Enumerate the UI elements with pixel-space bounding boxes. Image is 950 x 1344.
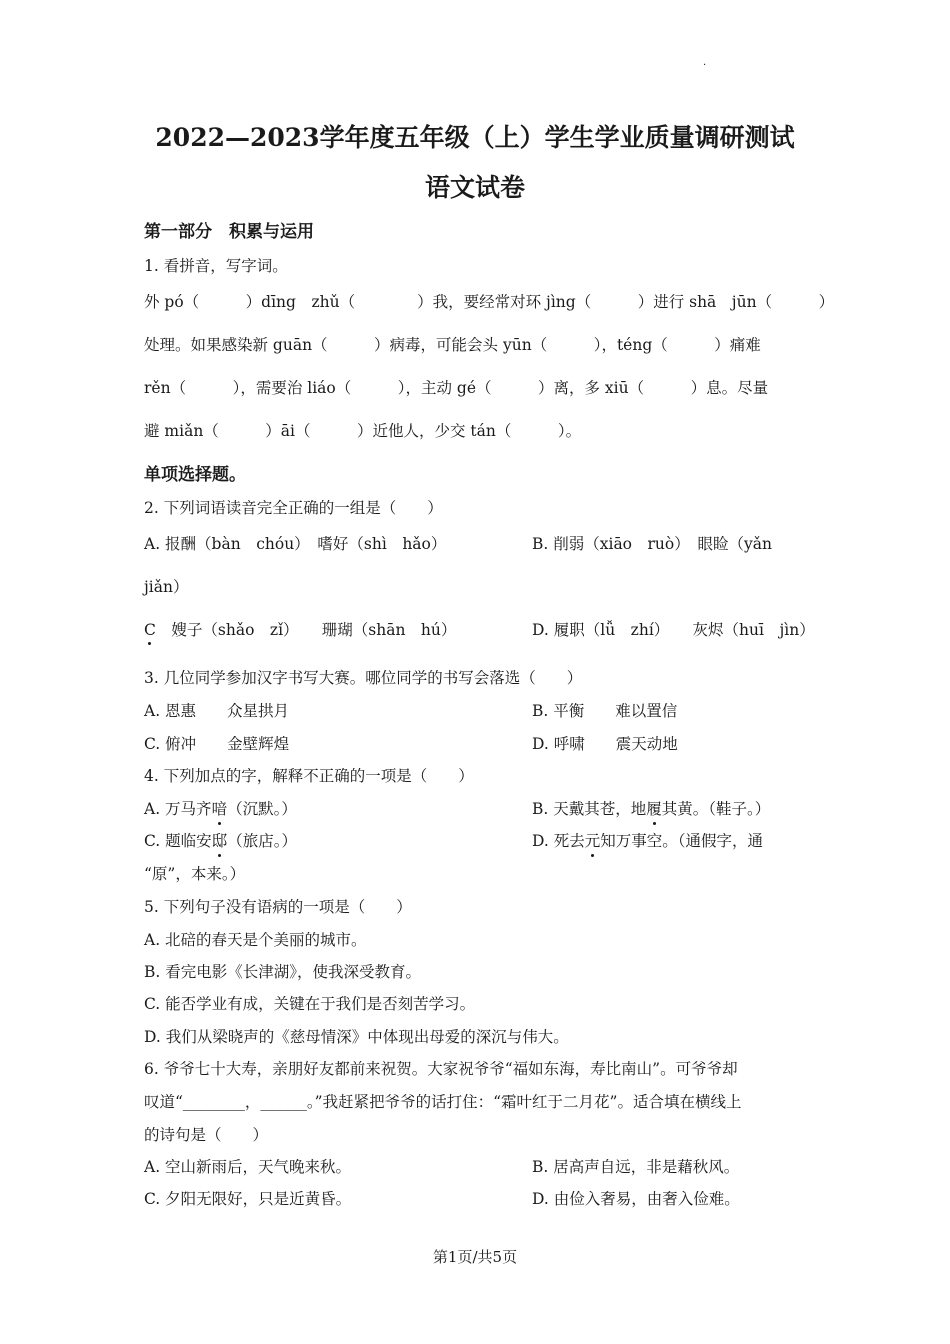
q4-option-a-post: （沉默。） — [227, 800, 297, 818]
q3-option-c: C. 俯冲 金壁辉煌 — [144, 735, 290, 753]
q6-stem-line-1: 6. 爷爷七十大寿，亲朋好友都前来祝贺。大家祝爷爷“福如东海，寿比南山”。可爷爷却 — [144, 1060, 738, 1078]
q3-option-a: A. 恩惠 众星拱月 — [144, 702, 290, 720]
page-subtitle: 语文试卷 — [424, 173, 525, 202]
q5-option-d: D. 我们从梁晓声的《慈母情深》中体现出母爱的深沉与伟大。 — [144, 1028, 569, 1046]
q4-option-c — [144, 829, 297, 851]
q6-option-a: A. 空山新雨后，天气晚来秋。 — [144, 1158, 352, 1176]
q3-option-b: B. 平衡 难以置信 — [532, 702, 678, 720]
section-heading-single-choice: 单项选择题。 — [144, 465, 246, 485]
q4-option-d — [532, 829, 763, 851]
q6-stem-line-2: 叹道“________，______。”我赶紧把爷爷的话打住：“霜叶红于二月花”。适合填在横线上 — [144, 1093, 742, 1111]
page-title: 2022—2023学年度五年级（上）学生学业质量调研测试 — [155, 123, 795, 152]
q3-stem: 3. 几位同学参加汉字书写大赛。哪位同学的书写会落选（ ） — [144, 669, 583, 687]
q4-option-a-dotted-char: 喑 — [212, 797, 228, 819]
q4-stem: 4. 下列加点的字，解释不正确的一项是（ ） — [144, 767, 474, 785]
q3-option-d: D. 呼啸 震天动地 — [532, 735, 678, 753]
q4-option-a — [144, 797, 297, 819]
q2-option-b: B. 削弱（xiāo ruò） 眼睑（yǎn — [532, 535, 772, 553]
q2-stem: 2. 下列词语读音完全正确的一组是（ ） — [144, 499, 443, 517]
q4-option-d-continued: “原”，本来。） — [144, 865, 246, 883]
q5-option-b: B. 看完电影《长津湖》，使我深受教育。 — [144, 963, 421, 981]
q1-line-3: rěn（ ），需要治 liáo（ ），主动 gé（ ）离，多 xiū（ ）息。尽量 — [144, 379, 769, 397]
q6-option-c: C. 夕阳无限好，只是近黄昏。 — [144, 1190, 352, 1208]
q4-option-d-post: 知万事空。（通假字，通 — [600, 832, 764, 850]
q2-option-c-text: 嫂子（shǎo zǐ） 珊瑚（shān hú） — [171, 621, 457, 639]
q5-stem: 5. 下列句子没有语病的一项是（ ） — [144, 898, 412, 916]
q2-option-d-char: ǚ — [605, 621, 616, 639]
q2-option-c — [144, 618, 456, 640]
q4-option-c-pre: C. 题临安 — [144, 832, 212, 850]
q4-option-c-dotted-char: 邸 — [212, 829, 228, 851]
q1-line-1: 外 pó（ ）dīng zhǔ（ ）我，要经常对环 jìng（ ）进行 shā jūn（ ） — [144, 293, 835, 311]
q2-option-d — [532, 618, 815, 640]
q2-option-d-post: zhí） 灰烬（huī jìn） — [615, 621, 815, 639]
q5-option-c: C. 能否学业有成，关键在于我们是否刻苦学习。 — [144, 995, 476, 1013]
q4-option-b — [532, 797, 770, 819]
q4-option-d-dotted-char: 元 — [585, 829, 601, 851]
q1-line-2: 处理。如果感染新 guān（ ）病毒，可能会头 yūn（ ），téng（ ）痛难 — [144, 336, 761, 354]
q4-option-b-post: 其黄。（鞋子。） — [661, 800, 771, 818]
q4-option-b-pre: B. 天戴其苍，地 — [532, 800, 647, 818]
q2-option-a: A. 报酬（bàn chóu） 嗜好（shì hǎo） — [144, 535, 447, 553]
q2-option-b-continued: jiǎn） — [144, 578, 189, 596]
q2-option-c-letter: C — [144, 621, 156, 639]
page-number: 第1页/共5页 — [432, 1248, 518, 1266]
q5-option-a: A. 北碚的春天是个美丽的城市。 — [144, 931, 367, 949]
q1-stem: 1. 看拼音，写字词。 — [144, 257, 288, 275]
header-mark: · — [703, 60, 707, 71]
q6-option-d: D. 由俭入奢易，由奢入俭难。 — [532, 1190, 740, 1208]
q6-stem-line-3: 的诗句是（ ） — [144, 1126, 269, 1144]
q4-option-b-dotted-char: 履 — [646, 797, 662, 819]
q1-line-4: 避 miǎn（ ）āi（ ）近他人，少交 tán（ ）。 — [144, 422, 582, 440]
q4-option-a-pre: A. 万马齐 — [144, 800, 212, 818]
section-heading-part1: 第一部分 积累与运用 — [144, 222, 314, 242]
q6-option-b: B. 居高声自远，非是藉秋风。 — [532, 1158, 740, 1176]
q2-option-d-pre: D. 履职（l — [532, 621, 606, 639]
q4-option-d-pre: D. 死去 — [532, 832, 585, 850]
q4-option-c-post: （旅店。） — [227, 832, 297, 850]
